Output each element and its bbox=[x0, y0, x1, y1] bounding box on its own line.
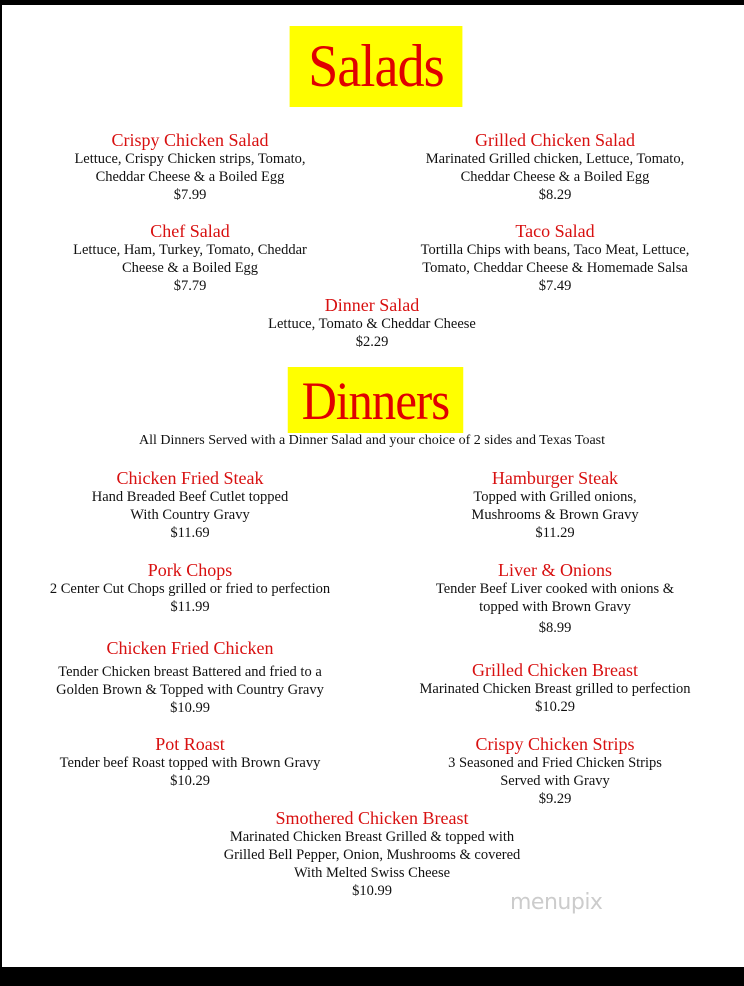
item-name: Pot Roast bbox=[155, 734, 225, 754]
item-price: $10.99 bbox=[170, 700, 210, 716]
item-price: $7.49 bbox=[538, 278, 572, 294]
menu-item-crispy-chicken-salad bbox=[0, 130, 380, 204]
item-description: Marinated Grilled chicken, Lettuce, Tomato, bbox=[425, 151, 685, 167]
menu-item-hamburger-steak bbox=[365, 468, 744, 542]
item-name: Dinner Salad bbox=[324, 295, 420, 315]
item-description: Marinated Chicken Breast Grilled & topped with bbox=[229, 829, 515, 845]
dinners-heading: Dinners bbox=[288, 367, 464, 433]
item-name: Chicken Fried Steak bbox=[116, 468, 264, 488]
item-price: $11.99 bbox=[170, 599, 210, 615]
menu-item-dinner-salad bbox=[182, 295, 562, 351]
bottom-border bbox=[0, 967, 744, 986]
item-price: $8.99 bbox=[538, 620, 572, 636]
menu-item-grilled-chicken-salad bbox=[365, 130, 744, 204]
item-price: $11.69 bbox=[170, 525, 210, 541]
menu-item-pot-roast bbox=[0, 734, 380, 790]
menu-item-smothered-chicken-breast bbox=[182, 808, 562, 900]
item-description: Mushrooms & Brown Gravy bbox=[471, 507, 639, 523]
item-price: $2.29 bbox=[355, 334, 389, 350]
item-price: $7.79 bbox=[173, 278, 207, 294]
item-description: Tender Beef Liver cooked with onions & bbox=[435, 581, 675, 597]
item-description: 3 Seasoned and Fried Chicken Strips bbox=[448, 755, 662, 771]
item-name: Pork Chops bbox=[147, 560, 233, 580]
item-description: Lettuce, Tomato & Cheddar Cheese bbox=[268, 316, 476, 332]
menu-item-chicken-fried-steak bbox=[0, 468, 380, 542]
item-description: Lettuce, Ham, Turkey, Tomato, Cheddar bbox=[73, 242, 307, 258]
menu-item-liver-onions bbox=[365, 560, 744, 637]
item-price: $10.99 bbox=[352, 883, 392, 899]
item-name: Crispy Chicken Strips bbox=[475, 734, 635, 754]
item-price: $11.29 bbox=[535, 525, 575, 541]
item-description: Served with Gravy bbox=[500, 773, 610, 789]
item-description: Hand Breaded Beef Cutlet topped bbox=[91, 489, 289, 505]
item-description: Cheese & a Boiled Egg bbox=[121, 260, 259, 276]
item-description: Cheddar Cheese & a Boiled Egg bbox=[460, 169, 650, 185]
item-description: Topped with Grilled onions, bbox=[473, 489, 637, 505]
item-price: $8.29 bbox=[538, 187, 572, 203]
item-description: With Country Gravy bbox=[130, 507, 250, 523]
item-name: Crispy Chicken Salad bbox=[111, 130, 269, 150]
salads-heading: Salads bbox=[290, 26, 463, 107]
item-name: Grilled Chicken Salad bbox=[475, 130, 635, 150]
item-price: $10.29 bbox=[170, 773, 210, 789]
menu-item-chicken-fried-chicken bbox=[0, 638, 380, 717]
item-description: Golden Brown & Topped with Country Gravy bbox=[56, 682, 324, 698]
item-name: Chef Salad bbox=[150, 221, 230, 241]
item-description: Lettuce, Crispy Chicken strips, Tomato, bbox=[74, 151, 306, 167]
top-border bbox=[0, 0, 744, 5]
item-name: Taco Salad bbox=[515, 221, 595, 241]
item-description: Tender beef Roast topped with Brown Gravy bbox=[59, 755, 321, 771]
item-description: Tender Chicken breast Battered and fried to a bbox=[58, 664, 322, 680]
menu-item-taco-salad bbox=[365, 221, 744, 295]
item-description: topped with Brown Gravy bbox=[479, 599, 631, 615]
menu-item-chef-salad bbox=[0, 221, 380, 295]
menupix-watermark: menupix bbox=[510, 890, 603, 915]
menu-item-pork-chops bbox=[0, 560, 380, 616]
item-description: With Melted Swiss Cheese bbox=[293, 865, 451, 881]
item-description: 2 Center Cut Chops grilled or fried to perfection bbox=[49, 581, 331, 597]
item-name: Grilled Chicken Breast bbox=[472, 660, 638, 680]
item-price: $10.29 bbox=[535, 699, 575, 715]
item-price: $9.29 bbox=[538, 791, 572, 807]
menu-item-crispy-chicken-strips bbox=[365, 734, 744, 808]
item-description: Marinated Chicken Breast grilled to perfection bbox=[419, 681, 691, 697]
item-name: Hamburger Steak bbox=[491, 468, 619, 488]
item-name: Liver & Onions bbox=[498, 560, 612, 580]
item-description: Grilled Bell Pepper, Onion, Mushrooms & covered bbox=[223, 847, 521, 863]
menu-item-grilled-chicken-breast bbox=[365, 660, 744, 716]
item-price: $7.99 bbox=[173, 187, 207, 203]
item-name: Smothered Chicken Breast bbox=[275, 808, 469, 828]
dinners-subtitle: All Dinners Served with a Dinner Salad and your choice of 2 sides and Texas Toast bbox=[138, 433, 606, 448]
item-description: Tomato, Cheddar Cheese & Homemade Salsa bbox=[422, 260, 688, 276]
item-description: Cheddar Cheese & a Boiled Egg bbox=[95, 169, 285, 185]
item-description: Tortilla Chips with beans, Taco Meat, Lettuce, bbox=[420, 242, 690, 258]
item-name: Chicken Fried Chicken bbox=[106, 638, 274, 658]
